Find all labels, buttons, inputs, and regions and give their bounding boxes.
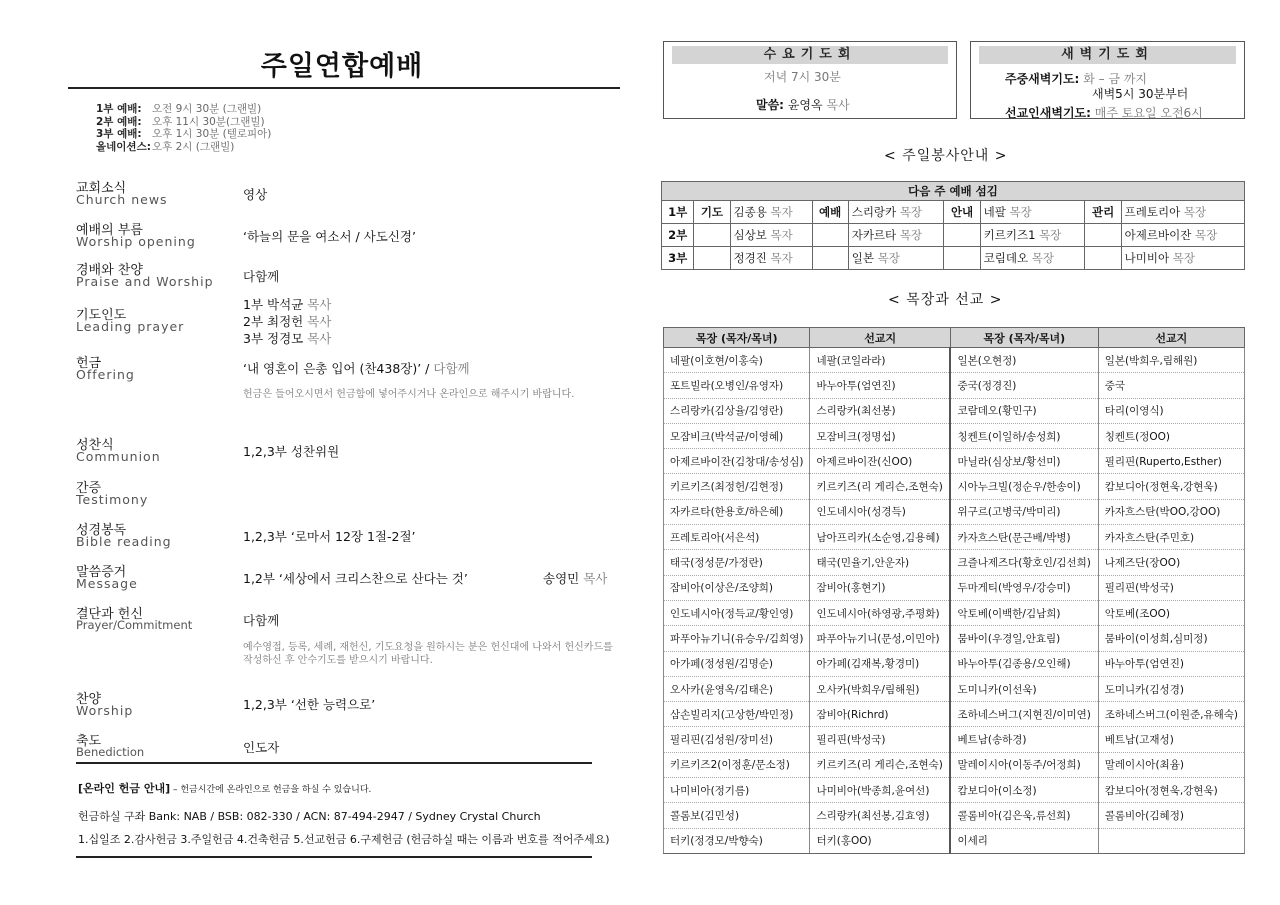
table-cell: 인도네시아(정득교/황인영) [664, 600, 810, 625]
title-divider [68, 87, 620, 89]
table-cell: 뭄바이(우경일,안효림) [950, 626, 1098, 651]
table-cell: 아제르바이잔(신OO) [810, 449, 951, 474]
table-cell: 키르키즈2(이정훈/문소정) [664, 752, 810, 777]
table-row [664, 373, 1245, 398]
table-cell: 캄보디아(이소정) [950, 778, 1098, 803]
prayer-leader: 3부 정경모 목사 [243, 331, 332, 346]
table-cell: 파푸아뉴기니(유승우/김희영) [664, 626, 810, 651]
table-row: 2부 심상보 목자 자카르타 목장 키르키즈1 목장 아제르바이잔 목장 [662, 224, 1245, 247]
table-cell: 베트남(고재성) [1098, 727, 1244, 752]
table-cell: 바누아투(김종용/오인해) [950, 651, 1098, 676]
table-row [664, 803, 1245, 828]
table-cell: 인도네시아(하영광,주평화) [810, 600, 951, 625]
table-cell: 타리(이영식) [1098, 398, 1244, 423]
table-cell: 악토베(이백한/김남희) [950, 600, 1098, 625]
table-cell: 마닐라(심상보/황선미) [950, 449, 1098, 474]
table-cell: 스리랑카(김상율/김영란) [664, 398, 810, 423]
table-row [664, 702, 1245, 727]
table-cell: 네팔(이호현/이홍숙) [664, 348, 810, 373]
wednesday-prayer-header: 수요기도회 [672, 46, 948, 64]
table-row [664, 575, 1245, 600]
table-cell: 도미니카(이선욱) [950, 676, 1098, 701]
table-cell: 스리랑카(최선봉) [810, 398, 951, 423]
table-cell: 필리핀(Ruperto,Esther) [1098, 449, 1244, 474]
table-cell: 나미비아(정기름) [664, 778, 810, 803]
table-cell: 나제즈단(장OO) [1098, 550, 1244, 575]
service-times [96, 103, 271, 153]
table-cell: 네팔(코일라라) [810, 348, 951, 373]
wednesday-preacher: 말씀: 윤영옥 목사 [756, 98, 850, 112]
table-row [664, 550, 1245, 575]
table-cell: 중국 [1098, 373, 1244, 398]
service-time-row: 2부 예배: 오후 11시 30분(그랜빌) [96, 115, 265, 128]
table-cell: 이세리 [950, 828, 1098, 853]
table-cell: 오사카(박희우/림해원) [810, 676, 951, 701]
table-cell: 아가페(정성원/김명순) [664, 651, 810, 676]
table-cell: 바누아투(엄연진) [1098, 651, 1244, 676]
table-cell: 잠비아(Richrd) [810, 702, 951, 727]
table-cell: 나미비아(박종희,윤여선) [810, 778, 951, 803]
table-cell: 시아누크빌(정순우/한송이) [950, 474, 1098, 499]
table-row [664, 398, 1245, 423]
table-cell: 일본(박희우,림해원) [1098, 348, 1244, 373]
service-time-row: 1부 예배: 오전 9시 30분 (그랜빌) [96, 103, 262, 115]
table-cell: 자카르타(한용호/하은혜) [664, 499, 810, 524]
table-row [664, 676, 1245, 701]
service-table [661, 181, 1245, 270]
table-cell: 포트빌라(오병인/유영자) [664, 373, 810, 398]
page-title: 주일연합예배 [260, 51, 424, 82]
table-cell: 필리핀(박성국) [810, 727, 951, 752]
table-cell: 파푸아뉴기니(문성,이민아) [810, 626, 951, 651]
table-cell: 도미니카(김성경) [1098, 676, 1244, 701]
table-row [664, 525, 1245, 550]
table-row [664, 348, 1245, 373]
table-row: 3부 정경진 목자 일본 목장 코림데오 목장 나미비아 목장 [662, 247, 1245, 270]
table-cell: 일본(오현정) [950, 348, 1098, 373]
table-row [664, 778, 1245, 803]
online-offering-title: [온라인 헌금 안내] – 헌금시간에 온라인으로 헌금을 하실 수 있습니다. [78, 782, 372, 795]
table-row: 1부 기도 김종용 목자 예배 스리랑카 목장 안내 네팔 목장 관리 프레토리아 목장 [662, 201, 1245, 224]
table-cell: 필리핀(김성원/장미선) [664, 727, 810, 752]
dawn-weekday-time: 새벽5시 30분부터 [1092, 87, 1189, 101]
table-cell: 오사카(윤영옥/김태은) [664, 676, 810, 701]
table-cell: 콜롬비아(김혜정) [1098, 803, 1244, 828]
table-cell: 두마게티(박영우/강승미) [950, 575, 1098, 600]
table-cell: 카자흐스탄(주민호) [1098, 525, 1244, 550]
table-row [664, 828, 1245, 853]
table-cell: 아제르바이잔(김창대/송성심) [664, 449, 810, 474]
message-speaker: 송영민 목사 [543, 571, 608, 586]
online-divider [76, 762, 592, 764]
table-cell: 키르키즈(리 게리슨,조현숙) [810, 752, 951, 777]
table-cell: 위구르(고병국/박미리) [950, 499, 1098, 524]
table-cell: 필리핀(박성국) [1098, 575, 1244, 600]
prayer-leader: 1부 박석균 목사 [243, 297, 332, 312]
table-row [664, 474, 1245, 499]
table-cell: 키르키즈(리 게리슨,조현숙) [810, 474, 951, 499]
table-cell: 태국(정성문/가정란) [664, 550, 810, 575]
table-cell: 캄보디아(정현욱,강현욱) [1098, 474, 1244, 499]
table-cell: 뭄바이(이성희,심미정) [1098, 626, 1244, 651]
table-row [664, 626, 1245, 651]
table-cell: 남아프리카(소순영,김용혜) [810, 525, 951, 550]
offering-note: 헌금은 들어오시면서 헌금함에 넣어주시거나 온라인으로 해주시기 바랍니다. [243, 389, 575, 400]
table-cell: 터키(홍OO) [810, 828, 951, 853]
service-time-row: 3부 예배: 오후 1시 30분 (텔로피아) [96, 128, 272, 140]
table-cell: 카자흐스탄(문근배/박병) [950, 525, 1098, 550]
table-cell: 인도네시아(성경득) [810, 499, 951, 524]
left-page: 주일연합예배 1부 예배: 오전 9시 30분 (그랜빌) 2부 예배: 오후 11시 30분(그랜빌) 3부 예배: 오후 1시 30분 (텔로피아) 올네이션스: 오후 2시 (그랜빌) 교회소식 Church news 영상 예배의 부름 Worship opening ‘하늘의 문을 여소서 / 사도신경’ 경배와 찬양 Praise and Worship 다함께 기도인도 Leading prayer 1부 박석균 목사 2부 최정헌 목사 3부 정경모 목사 헌금 Offering ‘내 영혼이 은총 입어 (찬438장)’ / 다함께 헌금은 들어오시면서 헌금함에 넣어주시거나 온라인으로 해주시기 바랍니다. 성찬식 Communion 1,2,3부 성찬위원 간증 Testimony 성경봉독 Bible reading 1,2,3부 ‘로마서 12장 1절-2절’ 말씀증거 Message 1,2부 ‘세상에서 크리스찬으로 산다는 것’ 송영민 목사 결단과 헌신 Prayer/Commitment 다함께 예수영접, 등록, 세례, 재헌신, 기도요청을 원하시는 분은 헌신대에 나와서 헌신카드를 작성하신 후 안수기도를 받으시기 바랍니다. 찬양 Worship 1,2,3부 ‘선한 능력으로’ 축도 Benediction 인도자 [온라인 헌금 안내] – 헌금시간에 온라인으로 헌금을 하실 수 있습니다. 헌금하실 구좌 Bank: NAB / BSB: 082-330 / ACN: 87-494-2947 / Sydney Crystal Church 1.십일조 2.감사헌금 3.주일헌금 4.건축헌금 5.선교헌금 6.구제헌금 (헌금하실 때는 이름과 번호를 적어주세요) [0, 0, 640, 905]
table-cell: 코람데오(황민구) [950, 398, 1098, 423]
table-cell: 잠비아(홍현기) [810, 575, 951, 600]
table-cell: 바누아투(엄연진) [810, 373, 951, 398]
table-cell: 터키(정경모/박향숙) [664, 828, 810, 853]
dawn-weekday: 주중새벽기도: 화 – 금 까지 [1005, 72, 1147, 86]
dawn-prayer-box [970, 41, 1245, 119]
service-section-title: < 주일봉사안내 > [884, 148, 1008, 164]
table-cell: 잠비아(이상은/조양희) [664, 575, 810, 600]
table-cell: 베트남(송하경) [950, 727, 1098, 752]
table-cell: 말레이시아(최윰) [1098, 752, 1244, 777]
table-cell: 모잠비크(정명섭) [810, 423, 951, 448]
dawn-mission: 선교인새벽기도: 매주 토요일 오전6시 [1005, 106, 1203, 120]
table-row [664, 727, 1245, 752]
table-cell: 캄보디아(정현욱,강현욱) [1098, 778, 1244, 803]
table-cell: 칭켄트(이일하/송성희) [950, 423, 1098, 448]
prayer-leader: 2부 최정헌 목사 [243, 314, 332, 329]
table-cell: 칭켄트(정OO) [1098, 423, 1244, 448]
table-cell: 악토베(조OO) [1098, 600, 1244, 625]
mission-table [663, 327, 1245, 854]
table-cell: 조하네스버그(지현진/이미연) [950, 702, 1098, 727]
table-row [664, 600, 1245, 625]
online-offering-account: 헌금하실 구좌 Bank: NAB / BSB: 082-330 / ACN: 87-494-2947 / Sydney Crystal Church [78, 810, 541, 823]
mission-section-title: < 목장과 선교 > [888, 292, 1003, 308]
table-cell: 조하네스버그(이원준,유해숙) [1098, 702, 1244, 727]
mission-table-header: 목장 (목자/목녀) 선교지 목장 (목자/목녀) 선교지 [664, 328, 1245, 348]
table-cell: 아가페(김재복,황경미) [810, 651, 951, 676]
table-cell: 말레이시아(이동주/어정희) [950, 752, 1098, 777]
table-cell: 삼손빌리지(고상한/박민정) [664, 702, 810, 727]
table-cell: 중국(정경진) [950, 373, 1098, 398]
table-row [664, 499, 1245, 524]
commitment-note: 예수영접, 등록, 세례, 재헌신, 기도요청을 원하시는 분은 헌신대에 나와서 헌신카드를 작성하신 후 안수기도를 받으시기 바랍니다. [243, 642, 613, 666]
wednesday-prayer-box [663, 41, 957, 119]
service-table-header: 다음 주 예배 섬김 [662, 182, 1245, 201]
table-cell: 태국(민율기,안운자) [810, 550, 951, 575]
online-offering-types: 1.십일조 2.감사헌금 3.주일헌금 4.건축헌금 5.선교헌금 6.구제헌금 (헌금하실 때는 이름과 번호를 적어주세요) [78, 833, 610, 846]
table-cell: 크즐나제즈다(황호인/김선희) [950, 550, 1098, 575]
table-cell: 키르키즈(최정헌/김현정) [664, 474, 810, 499]
table-cell: 카자흐스탄(박OO,강OO) [1098, 499, 1244, 524]
table-cell: 콜롬보(김민성) [664, 803, 810, 828]
table-row [664, 651, 1245, 676]
table-row [664, 752, 1245, 777]
bottom-divider [76, 856, 592, 858]
table-cell: 모잠비크(박석균/이영혜) [664, 423, 810, 448]
table-cell: 콜롬비아(김은욱,류선희) [950, 803, 1098, 828]
service-time-row: 올네이션스: 오후 2시 (그랜빌) [96, 140, 235, 153]
table-cell: 스리랑카(최선봉,김효영) [810, 803, 951, 828]
dawn-prayer-header: 새벽기도회 [979, 46, 1236, 64]
table-row [664, 423, 1245, 448]
table-cell [1098, 828, 1244, 853]
table-cell: 프레토리아(서은석) [664, 525, 810, 550]
table-row [664, 449, 1245, 474]
wednesday-prayer-time: 저녁 7시 30분 [764, 70, 841, 84]
